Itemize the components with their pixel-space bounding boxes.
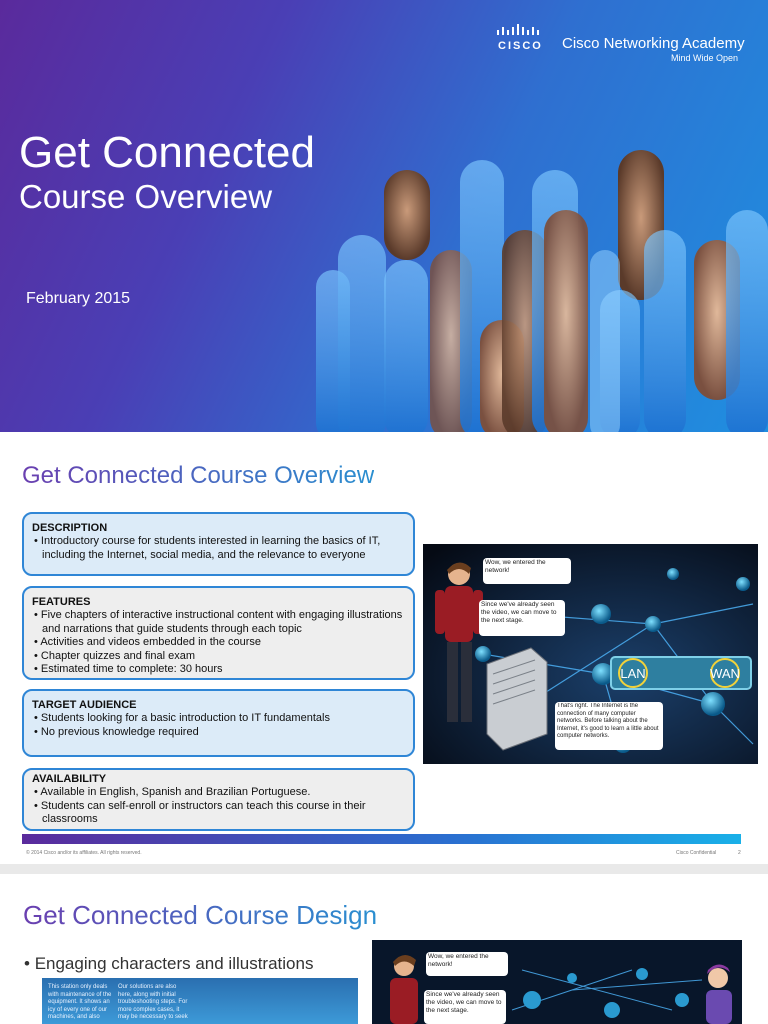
list-item: • Chapter quizzes and final exam [32,650,403,664]
slide-date: February 2015 [26,290,131,307]
panel-text: This station only deals with maintenance of the equipment. It shows an icy of every one of our machines, and also [48,984,112,1020]
availability-box [22,768,415,831]
list-item: • No previous knowledge required [32,726,403,740]
academy-name: Cisco Networking Academy [562,35,745,52]
speech-bubble: Since we've already seen the video, we can move to the next stage. [481,601,557,624]
description-box [22,512,415,576]
copyright-text: © 2014 Cisco and/or its affiliates. All rights reserved. [26,850,142,856]
server-figure [487,648,547,750]
slide-subtitle: Course Overview [19,178,273,215]
list-item: • Activities and videos embedded in the course [32,636,403,650]
page-number: 2 [738,850,741,856]
box-heading: FEATURES [32,596,91,608]
speech-bubble: That's right. The Internet is the connection of many computer networks. Before talking about the Internet, it's good to learn a little about computer networks. [557,703,659,739]
bullet-text: Engaging characters and illustrations [34,954,314,973]
maintenance-panel-illustration [42,978,358,1024]
slide-footer-bar [22,834,741,844]
confidential-text: Cisco Confidential [676,850,717,856]
box-heading: AVAILABILITY [32,773,107,785]
features-box [22,586,415,680]
network-scene-illustration [372,940,742,1024]
target-audience-box [22,689,415,757]
cisco-logo-icon [496,24,546,38]
speech-bubble: Wow, we entered the network! [428,953,489,968]
list-item: • Estimated time to complete: 30 hours [32,663,403,677]
list-item: • Five chapters of interactive instructional content with engaging illustrations and narrations that guide students through each topic [32,609,403,636]
slide-title: Get Connected Course Overview [22,462,375,489]
box-heading: TARGET AUDIENCE [32,699,137,711]
people-pillars-illustration [300,140,768,432]
cisco-wordmark: CISCO [498,40,543,52]
overview-slide [0,432,768,864]
slide-title: Get Connected Course Design [23,900,378,930]
box-heading: DESCRIPTION [32,522,108,534]
bullet-item: • Engaging characters and illustrations [24,954,314,973]
speech-bubble: Wow, we entered the network! [485,559,546,574]
academy-tagline: Mind Wide Open [671,53,739,63]
list-item: • Students can self-enroll or instructors can teach this course in their classrooms [32,800,403,827]
panel-text: Our solutions are also here, along with initial troubleshooting steps. For more complex cases, it may be necessary to seek [118,984,188,1020]
speech-bubble: Since we've already seen the video, we can move to the next stage. [426,991,502,1014]
lan-sign-label: LAN [620,666,646,681]
list-item: • Students looking for a basic introduction to IT fundamentals [32,712,403,726]
network-scene-illustration [423,544,758,764]
design-slide [0,874,768,1024]
slide-title: Get Connected [19,128,315,177]
title-slide [0,0,768,432]
wan-sign-label: WAN [710,666,740,681]
list-item: • Introductory course for students interested in learning the basics of IT, including the Internet, social media, and the relevance to everyone [32,535,403,562]
list-item: • Available in English, Spanish and Brazilian Portuguese. [32,786,403,800]
